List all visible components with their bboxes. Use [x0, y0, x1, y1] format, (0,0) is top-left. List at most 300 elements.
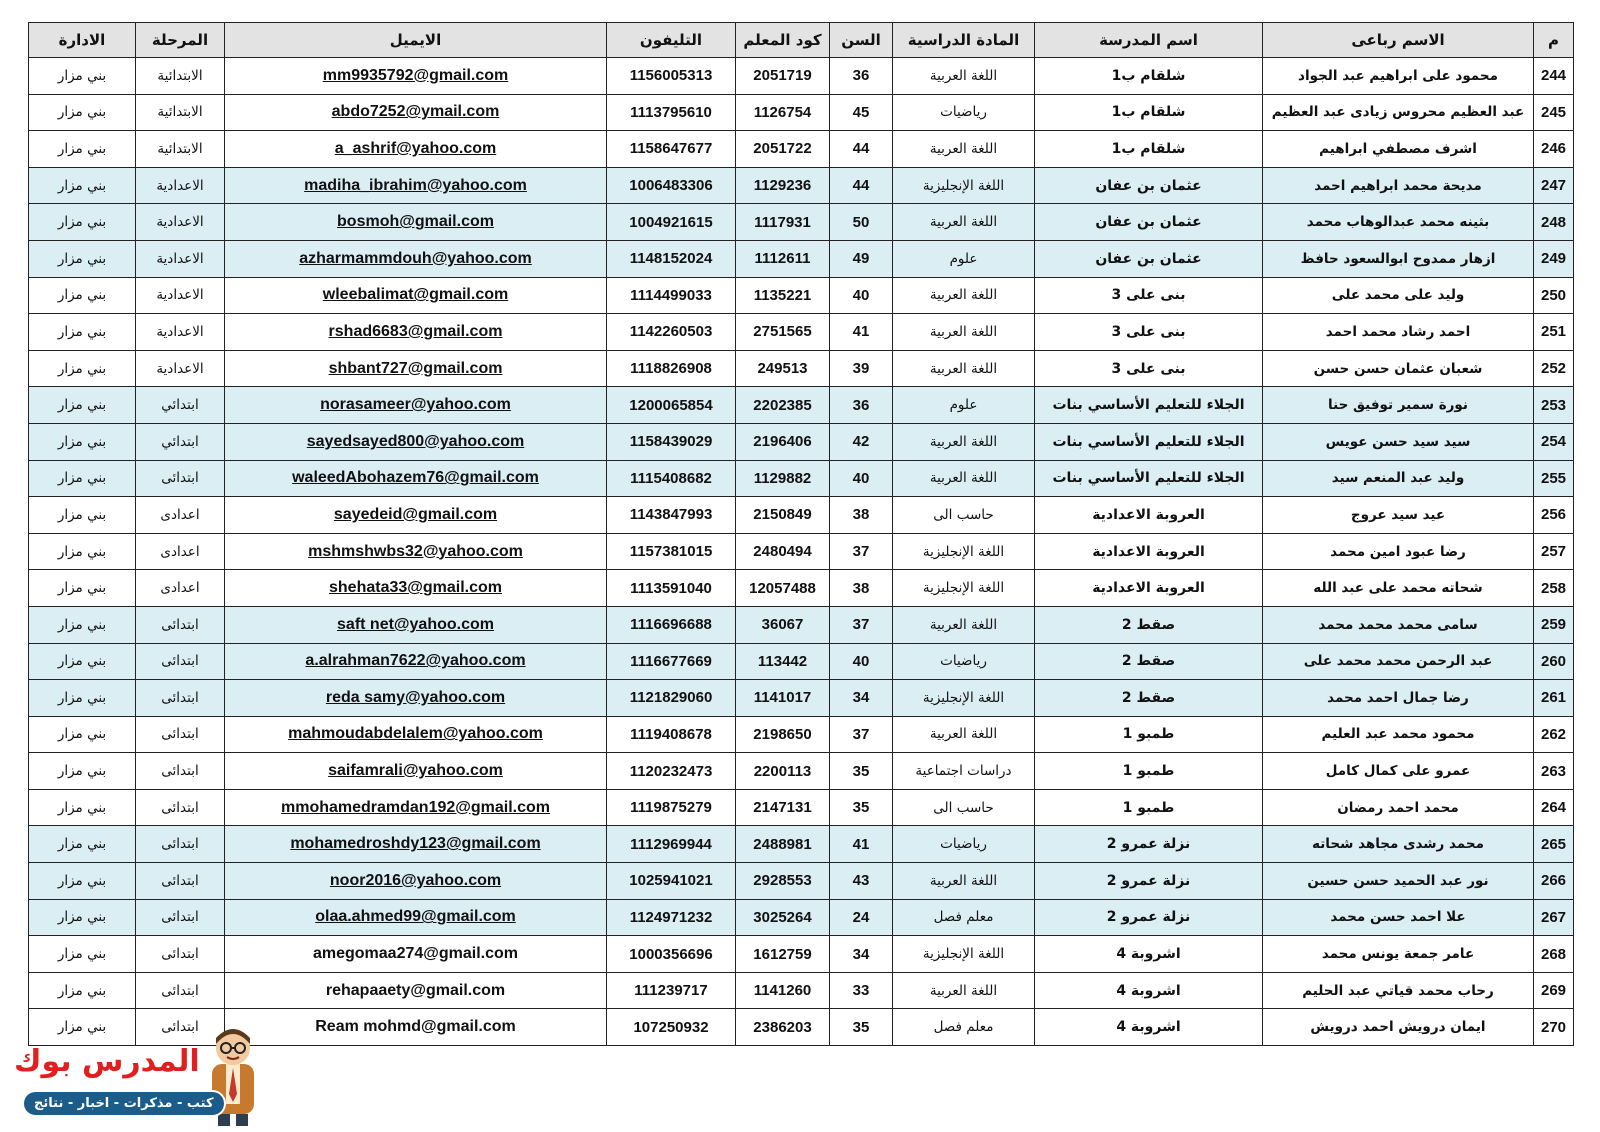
cell-age: 42	[830, 423, 893, 460]
table-body	[29, 58, 1574, 1046]
cell-school: صقط 2	[1035, 680, 1263, 717]
cell-subject: اللغة العربية	[893, 314, 1035, 351]
cell-phone: 1119875279	[607, 789, 736, 826]
cell-school: اشروبة 4	[1035, 936, 1263, 973]
cell-subject: اللغة الإنجليزية	[893, 680, 1035, 717]
cell-stage: الاعدادية	[136, 350, 225, 387]
cell-phone: 1116677669	[607, 643, 736, 680]
cell-stage: ابتدائى	[136, 643, 225, 680]
cell-subject: رياضيات	[893, 643, 1035, 680]
cell-administration: بني مزار	[29, 497, 136, 534]
cell-age: 49	[830, 240, 893, 277]
cell-name: علا احمد حسن محمد	[1263, 899, 1534, 936]
cell-administration: بني مزار	[29, 680, 136, 717]
cell-age: 24	[830, 899, 893, 936]
cell-subject: اللغة العربية	[893, 972, 1035, 1009]
cell-stage: اعدادى	[136, 497, 225, 534]
teachers-sheet	[28, 22, 1573, 1046]
cell-stage: الاعدادية	[136, 277, 225, 314]
cell-email	[225, 277, 607, 314]
email-text: mm9935792@gmail.com	[322, 66, 509, 84]
cell-age: 35	[830, 1009, 893, 1046]
cell-teacher-code: 2488981	[736, 826, 830, 863]
cell-phone: 1157381015	[607, 533, 736, 570]
cell-age: 43	[830, 863, 893, 900]
cell-age: 40	[830, 460, 893, 497]
cell-teacher-code: 2751565	[736, 314, 830, 351]
cell-age: 36	[830, 58, 893, 95]
cell-phone: 1114499033	[607, 277, 736, 314]
cell-school: عثمان بن عفان	[1035, 204, 1263, 241]
cell-age: 37	[830, 716, 893, 753]
cell-subject: اللغة العربية	[893, 131, 1035, 168]
header-email: الايميل	[225, 23, 607, 58]
cell-phone: 1025941021	[607, 863, 736, 900]
cell-administration: بني مزار	[29, 240, 136, 277]
cell-administration: بني مزار	[29, 387, 136, 424]
cell-school: شلقام ب1	[1035, 131, 1263, 168]
cell-stage: اعدادى	[136, 533, 225, 570]
cell-name: محمود محمد عبد العليم	[1263, 716, 1534, 753]
cell-teacher-code: 1126754	[736, 94, 830, 131]
cell-stage: الاعدادية	[136, 240, 225, 277]
cell-subject: اللغة الإنجليزية	[893, 167, 1035, 204]
cell-subject: دراسات اجتماعية	[893, 753, 1035, 790]
cell-email	[225, 131, 607, 168]
cell-school: طمبو 1	[1035, 716, 1263, 753]
cell-stage: ابتدائى	[136, 899, 225, 936]
table-row	[29, 826, 1574, 863]
cell-school: العروبة الاعدادية	[1035, 533, 1263, 570]
email-text: a_ashrif@yahoo.com	[334, 139, 497, 157]
cell-name: رحاب محمد قياتي عبد الحليم	[1263, 972, 1534, 1009]
cell-subject: علوم	[893, 240, 1035, 277]
header-teacher-code: كود المعلم	[736, 23, 830, 58]
cell-age: 34	[830, 680, 893, 717]
cell-email	[225, 204, 607, 241]
cell-email	[225, 533, 607, 570]
cell-age: 36	[830, 387, 893, 424]
cell-name: سامى محمد محمد محمد	[1263, 606, 1534, 643]
cell-stage: الابتدائية	[136, 94, 225, 131]
cell-school: العروبة الاعدادية	[1035, 497, 1263, 534]
cell-index: 261	[1534, 680, 1574, 717]
email-text: sayedsayed800@yahoo.com	[306, 432, 525, 450]
cell-index: 257	[1534, 533, 1574, 570]
cell-administration: بني مزار	[29, 1009, 136, 1046]
header-administration: الادارة	[29, 23, 136, 58]
table-row	[29, 533, 1574, 570]
cell-teacher-code: 1117931	[736, 204, 830, 241]
cell-school: بنى على 3	[1035, 314, 1263, 351]
email-text: mahmoudabdelalem@yahoo.com	[288, 725, 543, 743]
cell-email	[225, 94, 607, 131]
cell-name: رضا عبود امين محمد	[1263, 533, 1534, 570]
cell-subject: معلم فصل	[893, 899, 1035, 936]
cell-stage: ابتدائي	[136, 387, 225, 424]
cell-name: ازهار ممدوح ابوالسعود حافظ	[1263, 240, 1534, 277]
cell-stage: الاعدادية	[136, 167, 225, 204]
cell-email	[225, 240, 607, 277]
cell-index: 255	[1534, 460, 1574, 497]
cell-age: 38	[830, 570, 893, 607]
cell-email	[225, 606, 607, 643]
cell-index: 259	[1534, 606, 1574, 643]
cell-index: 256	[1534, 497, 1574, 534]
cell-teacher-code: 2051722	[736, 131, 830, 168]
cell-age: 33	[830, 972, 893, 1009]
cell-name: محمد رشدى مجاهد شحاته	[1263, 826, 1534, 863]
cell-age: 34	[830, 936, 893, 973]
table-row	[29, 643, 1574, 680]
cell-email	[225, 643, 607, 680]
cell-name: بثينه محمد عبدالوهاب محمد	[1263, 204, 1534, 241]
cell-teacher-code: 36067	[736, 606, 830, 643]
cell-school: صقط 2	[1035, 643, 1263, 680]
cell-email	[225, 314, 607, 351]
cell-email	[225, 58, 607, 95]
cell-administration: بني مزار	[29, 826, 136, 863]
email-text: a.alrahman7622@yahoo.com	[305, 652, 526, 670]
cell-phone: 111239717	[607, 972, 736, 1009]
table-row	[29, 131, 1574, 168]
cell-teacher-code: 2198650	[736, 716, 830, 753]
cell-email	[225, 753, 607, 790]
cell-stage: ابتدائى	[136, 716, 225, 753]
cell-name: اشرف مصطفي ابراهيم	[1263, 131, 1534, 168]
cell-administration: بني مزار	[29, 167, 136, 204]
cell-stage: ابتدائى	[136, 826, 225, 863]
cell-administration: بني مزار	[29, 716, 136, 753]
cell-subject: رياضيات	[893, 94, 1035, 131]
cell-teacher-code: 2480494	[736, 533, 830, 570]
cell-teacher-code: 1135221	[736, 277, 830, 314]
email-text: mshmshwbs32@yahoo.com	[308, 542, 523, 560]
cell-administration: بني مزار	[29, 58, 136, 95]
table-row	[29, 753, 1574, 790]
cell-subject: اللغة العربية	[893, 460, 1035, 497]
cell-age: 44	[830, 131, 893, 168]
cell-teacher-code: 12057488	[736, 570, 830, 607]
cell-age: 45	[830, 94, 893, 131]
cell-administration: بني مزار	[29, 533, 136, 570]
cell-name: شعبان عثمان حسن حسن	[1263, 350, 1534, 387]
cell-administration: بني مزار	[29, 460, 136, 497]
cell-age: 41	[830, 826, 893, 863]
header-index: م	[1534, 23, 1574, 58]
cell-index: 270	[1534, 1009, 1574, 1046]
cell-index: 268	[1534, 936, 1574, 973]
cell-school: صقط 2	[1035, 606, 1263, 643]
cell-subject: حاسب الى	[893, 789, 1035, 826]
cell-index: 252	[1534, 350, 1574, 387]
email-text: rehapaaety@gmail.com	[325, 981, 506, 999]
cell-subject: اللغة العربية	[893, 716, 1035, 753]
cell-phone: 1004921615	[607, 204, 736, 241]
cell-index: 253	[1534, 387, 1574, 424]
cell-school: طمبو 1	[1035, 789, 1263, 826]
table-row	[29, 460, 1574, 497]
cell-name: عامر جمعة يونس محمد	[1263, 936, 1534, 973]
cell-school: الجلاء للتعليم الأساسي بنات	[1035, 423, 1263, 460]
cell-stage: ابتدائي	[136, 423, 225, 460]
cell-subject: اللغة العربية	[893, 277, 1035, 314]
cell-administration: بني مزار	[29, 606, 136, 643]
cell-index: 251	[1534, 314, 1574, 351]
cell-stage: ابتدائى	[136, 1009, 225, 1046]
cell-phone: 1118826908	[607, 350, 736, 387]
cell-stage: ابتدائى	[136, 972, 225, 1009]
email-text: abdo7252@ymail.com	[331, 103, 500, 121]
cell-name: وليد عبد المنعم سيد	[1263, 460, 1534, 497]
cell-email	[225, 863, 607, 900]
cell-subject: اللغة العربية	[893, 350, 1035, 387]
cell-school: الجلاء للتعليم الأساسي بنات	[1035, 460, 1263, 497]
cell-email	[225, 387, 607, 424]
email-text: noor2016@yahoo.com	[329, 871, 502, 889]
cell-phone: 1143847993	[607, 497, 736, 534]
cell-index: 254	[1534, 423, 1574, 460]
cell-subject: اللغة العربية	[893, 863, 1035, 900]
cell-teacher-code: 2051719	[736, 58, 830, 95]
cell-school: شلقام ب1	[1035, 58, 1263, 95]
cell-index: 265	[1534, 826, 1574, 863]
email-text: olaa.ahmed99@gmail.com	[315, 908, 516, 926]
cell-teacher-code: 2196406	[736, 423, 830, 460]
cell-phone: 1148152024	[607, 240, 736, 277]
cell-subject: حاسب الى	[893, 497, 1035, 534]
cell-name: محمد احمد رمضان	[1263, 789, 1534, 826]
cell-index: 248	[1534, 204, 1574, 241]
cell-name: وليد على محمد على	[1263, 277, 1534, 314]
cell-teacher-code: 1612759	[736, 936, 830, 973]
cell-teacher-code: 2386203	[736, 1009, 830, 1046]
teachers-table	[28, 22, 1574, 1046]
cell-name: سيد سيد حسن عويس	[1263, 423, 1534, 460]
table-row	[29, 314, 1574, 351]
site-logo	[6, 1040, 276, 1128]
logo-tagline: كتب - مذكرات - اخبار - نتائج	[22, 1090, 226, 1117]
header-school: اسم المدرسة	[1035, 23, 1263, 58]
cell-school: بنى على 3	[1035, 350, 1263, 387]
table-row	[29, 606, 1574, 643]
cell-age: 44	[830, 167, 893, 204]
cell-index: 262	[1534, 716, 1574, 753]
cell-phone: 1124971232	[607, 899, 736, 936]
cell-email	[225, 167, 607, 204]
table-row	[29, 789, 1574, 826]
cell-administration: بني مزار	[29, 131, 136, 168]
cell-teacher-code: 113442	[736, 643, 830, 680]
cell-teacher-code: 3025264	[736, 899, 830, 936]
cell-administration: بني مزار	[29, 899, 136, 936]
cell-phone: 1112969944	[607, 826, 736, 863]
cell-age: 41	[830, 314, 893, 351]
cell-phone: 1000356696	[607, 936, 736, 973]
email-text: madiha_ibrahim@yahoo.com	[304, 176, 527, 194]
cell-phone: 107250932	[607, 1009, 736, 1046]
table-row	[29, 899, 1574, 936]
table-row	[29, 936, 1574, 973]
email-text: waleedAbohazem76@gmail.com	[292, 469, 539, 487]
email-text: sayedeid@gmail.com	[333, 505, 498, 523]
cell-email	[225, 497, 607, 534]
cell-school: اشروبة 4	[1035, 972, 1263, 1009]
header-subject: المادة الدراسية	[893, 23, 1035, 58]
table-row	[29, 240, 1574, 277]
cell-name: عبد العظيم محروس زيادى عبد العظيم	[1263, 94, 1534, 131]
email-text: reda samy@yahoo.com	[325, 688, 506, 706]
cell-phone: 1200065854	[607, 387, 736, 424]
cell-name: مديحة محمد ابراهيم احمد	[1263, 167, 1534, 204]
cell-teacher-code: 1129236	[736, 167, 830, 204]
cell-email	[225, 716, 607, 753]
cell-administration: بني مزار	[29, 94, 136, 131]
cell-index: 250	[1534, 277, 1574, 314]
cell-email	[225, 423, 607, 460]
cell-email	[225, 826, 607, 863]
cell-administration: بني مزار	[29, 753, 136, 790]
email-text: azharmammdouh@yahoo.com	[299, 249, 532, 267]
cell-name: محمود على ابراهيم عبد الجواد	[1263, 58, 1534, 95]
cell-subject: اللغة الإنجليزية	[893, 533, 1035, 570]
cell-email	[225, 1009, 607, 1046]
cell-index: 260	[1534, 643, 1574, 680]
email-text: bosmoh@gmail.com	[337, 213, 494, 231]
cell-school: طمبو 1	[1035, 753, 1263, 790]
cell-administration: بني مزار	[29, 643, 136, 680]
cell-email	[225, 570, 607, 607]
cell-age: 50	[830, 204, 893, 241]
cell-index: 267	[1534, 899, 1574, 936]
cell-phone: 1116696688	[607, 606, 736, 643]
table-row	[29, 204, 1574, 241]
cell-teacher-code: 1141017	[736, 680, 830, 717]
cell-email	[225, 899, 607, 936]
cell-age: 38	[830, 497, 893, 534]
cell-teacher-code: 1112611	[736, 240, 830, 277]
table-row	[29, 350, 1574, 387]
table-row	[29, 423, 1574, 460]
cell-index: 264	[1534, 789, 1574, 826]
table-row	[29, 680, 1574, 717]
cell-administration: بني مزار	[29, 972, 136, 1009]
cell-subject: اللغة الإنجليزية	[893, 936, 1035, 973]
cell-administration: بني مزار	[29, 423, 136, 460]
cell-school: شلقام ب1	[1035, 94, 1263, 131]
cell-index: 258	[1534, 570, 1574, 607]
cell-name: عيد سيد عروج	[1263, 497, 1534, 534]
cell-phone: 1113795610	[607, 94, 736, 131]
cell-administration: بني مزار	[29, 570, 136, 607]
cell-stage: الاعدادية	[136, 314, 225, 351]
cell-index: 269	[1534, 972, 1574, 1009]
cell-school: نزلة عمرو 2	[1035, 826, 1263, 863]
cell-teacher-code: 249513	[736, 350, 830, 387]
email-text: mmohamedramdan192@gmail.com	[280, 798, 551, 816]
cell-phone: 1156005313	[607, 58, 736, 95]
cell-teacher-code: 2202385	[736, 387, 830, 424]
cell-teacher-code: 1141260	[736, 972, 830, 1009]
cell-age: 40	[830, 277, 893, 314]
cell-phone: 1113591040	[607, 570, 736, 607]
cell-name: عبد الرحمن محمد محمد على	[1263, 643, 1534, 680]
table-row	[29, 863, 1574, 900]
table-row	[29, 387, 1574, 424]
email-text: Ream mohmd@gmail.com	[315, 1018, 516, 1036]
cell-subject: اللغة الإنجليزية	[893, 570, 1035, 607]
email-text: norasameer@yahoo.com	[320, 396, 511, 414]
cell-age: 37	[830, 533, 893, 570]
cell-school: اشروبة 4	[1035, 1009, 1263, 1046]
cell-stage: ابتدائى	[136, 789, 225, 826]
cell-school: العروبة الاعدادية	[1035, 570, 1263, 607]
cell-administration: بني مزار	[29, 863, 136, 900]
cell-stage: الابتدائية	[136, 58, 225, 95]
cell-name: احمد رشاد محمد احمد	[1263, 314, 1534, 351]
cell-name: نورة سمير توفيق حنا	[1263, 387, 1534, 424]
email-text: mohamedroshdy123@gmail.com	[290, 835, 541, 853]
cell-name: شحاته محمد على عبد الله	[1263, 570, 1534, 607]
cell-school: عثمان بن عفان	[1035, 167, 1263, 204]
table-row	[29, 716, 1574, 753]
cell-name: رضا جمال احمد محمد	[1263, 680, 1534, 717]
table-row	[29, 972, 1574, 1009]
cell-school: نزلة عمرو 2	[1035, 899, 1263, 936]
cell-phone: 1115408682	[607, 460, 736, 497]
cell-index: 249	[1534, 240, 1574, 277]
email-text: rshad6683@gmail.com	[328, 322, 503, 340]
cell-stage: الابتدائية	[136, 131, 225, 168]
header-name: الاسم رباعى	[1263, 23, 1534, 58]
cell-school: عثمان بن عفان	[1035, 240, 1263, 277]
cell-school: بنى على 3	[1035, 277, 1263, 314]
cell-school: نزلة عمرو 2	[1035, 863, 1263, 900]
cell-stage: الاعدادية	[136, 204, 225, 241]
cell-school: الجلاء للتعليم الأساسي بنات	[1035, 387, 1263, 424]
cell-subject: اللغة العربية	[893, 58, 1035, 95]
cell-phone: 1142260503	[607, 314, 736, 351]
header-phone: التليفون	[607, 23, 736, 58]
cell-subject: علوم	[893, 387, 1035, 424]
cell-name: نور عبد الحميد حسن حسين	[1263, 863, 1534, 900]
cell-email	[225, 972, 607, 1009]
cell-administration: بني مزار	[29, 277, 136, 314]
cell-index: 263	[1534, 753, 1574, 790]
cell-stage: ابتدائى	[136, 753, 225, 790]
cell-subject: اللغة العربية	[893, 204, 1035, 241]
table-row	[29, 167, 1574, 204]
cell-teacher-code: 1129882	[736, 460, 830, 497]
cell-age: 39	[830, 350, 893, 387]
table-row	[29, 497, 1574, 534]
cell-teacher-code: 2200113	[736, 753, 830, 790]
cell-index: 245	[1534, 94, 1574, 131]
cell-age: 35	[830, 753, 893, 790]
cell-phone: 1006483306	[607, 167, 736, 204]
cell-age: 40	[830, 643, 893, 680]
cell-phone: 1120232473	[607, 753, 736, 790]
email-text: amegomaa274@gmail.com	[312, 945, 519, 963]
cell-email	[225, 460, 607, 497]
cell-administration: بني مزار	[29, 314, 136, 351]
table-row	[29, 570, 1574, 607]
table-row	[29, 58, 1574, 95]
cell-subject: اللغة العربية	[893, 606, 1035, 643]
cell-age: 37	[830, 606, 893, 643]
email-text: shehata33@gmail.com	[329, 579, 502, 597]
cell-email	[225, 936, 607, 973]
